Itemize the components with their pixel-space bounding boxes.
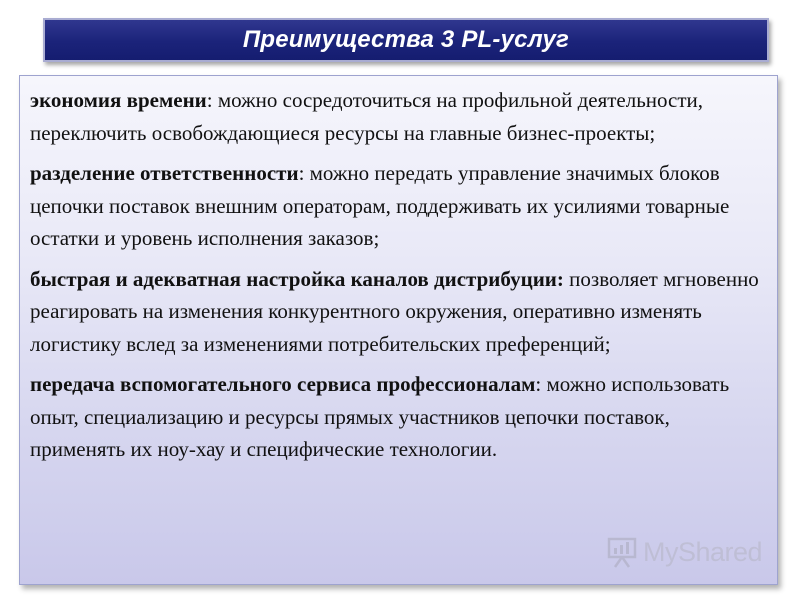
advantage-term: передача вспомогательного сервиса профессионалам xyxy=(30,372,536,396)
advantage-description: : можно сосредоточиться на профильной деятельности, переключить освобождающиеся ресурсы на главные бизнес-проекты; xyxy=(30,88,704,145)
watermark-text: MyShared xyxy=(643,536,763,567)
watermark xyxy=(607,536,762,568)
advantage-item-time-saving xyxy=(30,84,767,149)
advantage-item-responsibility-sharing xyxy=(30,157,767,255)
advantage-term: экономия времени xyxy=(30,88,207,112)
advantage-term: быстрая и адекватная настройка каналов дистрибуции: xyxy=(30,266,564,291)
advantage-description: позволяет мгновенно реагировать на изменения конкурентного окружения, оперативно изменять логистику вслед за изменениями потребительских преференций; xyxy=(30,266,759,356)
presentation-board-icon xyxy=(607,536,637,568)
advantage-term: разделение ответственности xyxy=(30,161,299,185)
advantage-item-channel-setup xyxy=(30,263,767,361)
advantage-item-service-outsourcing xyxy=(30,368,767,466)
advantage-description: : можно использовать опыт, специализацию и ресурсы прямых участников цепочки поставок, применять их ноу-хау и специфические технологии. xyxy=(30,372,730,461)
content-panel xyxy=(19,75,778,585)
slide-title: Преимущества 3 PL-услуг xyxy=(242,26,570,53)
title-banner xyxy=(43,18,769,62)
advantage-description: : можно передать управление значимых блоков цепочки поставок внешним операторам, поддерживать их усилиями товарные остатки и уровень исполнения заказов; xyxy=(30,161,730,250)
